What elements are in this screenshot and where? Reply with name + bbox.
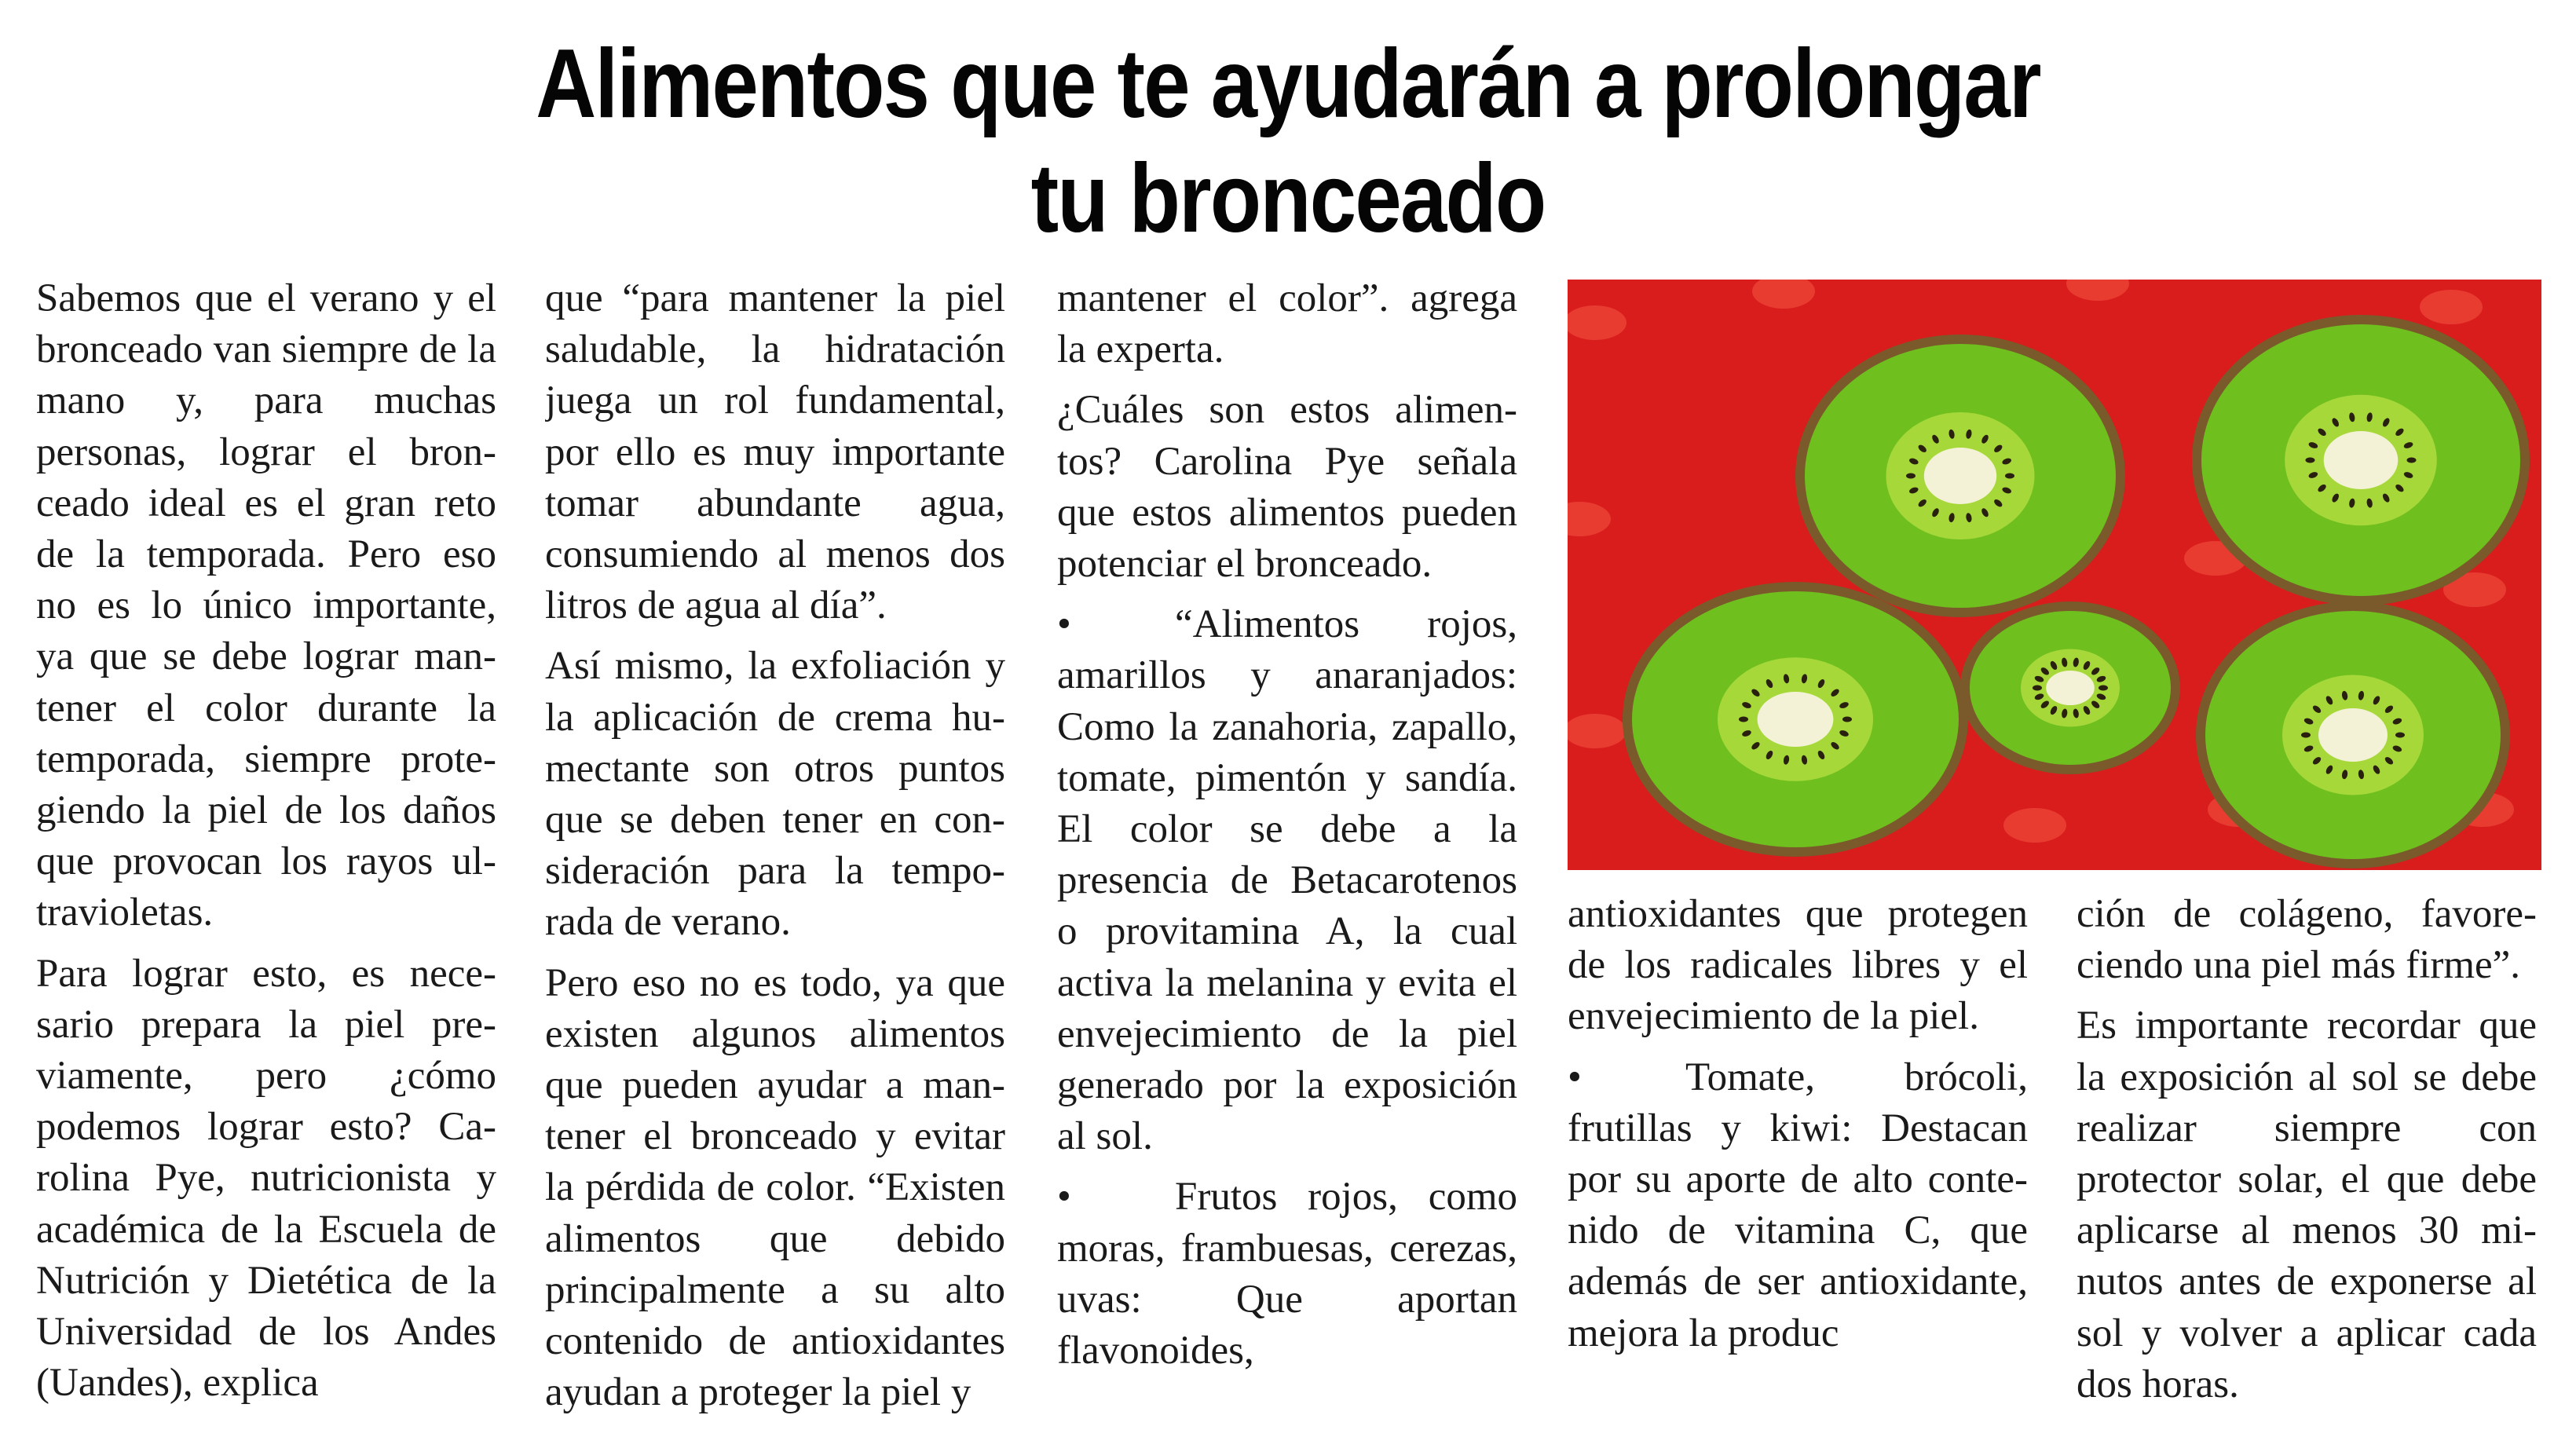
kiwi-core bbox=[2318, 708, 2388, 762]
kiwi-strawberry-photo bbox=[1568, 280, 2541, 870]
kiwi-seed bbox=[2033, 686, 2042, 691]
kiwi-seed bbox=[1739, 717, 1748, 722]
kiwi-seed bbox=[2306, 458, 2315, 463]
kiwi-seed bbox=[2395, 733, 2405, 738]
kiwi-core bbox=[2046, 671, 2095, 705]
kiwi-strawberry-illustration bbox=[1568, 280, 2541, 870]
paragraph: que “para mantener la piel saludable, la hidratación juega un rol fundamental, por ello es muy importante tomar abundante agua, consumiendo al menos dos litros de agua al día”. bbox=[545, 276, 1005, 628]
kiwi-seed bbox=[1842, 717, 1852, 722]
strawberry-highlight bbox=[2003, 808, 2066, 843]
paragraph: Pero eso no es todo, ya que existen algunos alimentos que pueden ayudar a mantener el bronceado y evitar la pérdida de color. “Existen alimentos que debido principalmente a su alto contenido de antioxidantes ayudan a proteger la piel y bbox=[545, 960, 1005, 1415]
kiwi-core bbox=[1924, 448, 1996, 504]
bullet-text: “Alimentos rojos, amarillos y anaranjados: Como la zanahoria, zapallo, tomate, pimentón y sandía. El color se debe a la presencia de Betacarotenos o provitamina A, la cual activa la melanina y evita el envejecimiento de la piel generado por la exposición al sol. bbox=[1057, 602, 1517, 1159]
kiwi-seed bbox=[1906, 474, 1916, 479]
kiwi-seed bbox=[2407, 458, 2417, 463]
paragraph: Así mismo, la exfoliación y la aplicación de crema humectante son otros puntos que se deben tener en consideración para la temporada de verano. bbox=[545, 644, 1005, 945]
kiwi-seed bbox=[2098, 686, 2108, 691]
paragraph: Sabemos que el verano y el bronceado van siempre de la mano y, para muchas personas, lograr el bronceado ideal es el gran reto de la temporada. Pero eso no es lo único importante, ya que se debe lograr mantener el color durante la temporada, siempre protegiendo la piel de los daños que provocan los rayos ultravioletas. bbox=[36, 276, 496, 935]
bullet-paragraph bbox=[1057, 1172, 1517, 1377]
headline-line-2: tu bronceado bbox=[1030, 144, 1546, 253]
bullet-icon: • bbox=[1568, 1055, 1582, 1099]
paragraph: Para lograr esto, es necesario prepara la piel previamente, pero ¿cómo podemos lograr esto? Carolina Pye, nutricionista y académica de la Escuela de Nutrición y Dietética de la Universidad de los Andes (Uandes), explica bbox=[36, 951, 496, 1406]
paragraph: antioxidantes que protegen de los radicales libres y el envejecimiento de la piel. bbox=[1568, 892, 2028, 1039]
bullet-text: Frutos rojos, como moras, frambuesas, cerezas, uvas: Que aportan flavonoides, bbox=[1057, 1175, 1517, 1373]
article-column-3 bbox=[1057, 273, 1517, 1420]
bullet-text: Tomate, brócoli, frutillas y kiwi: Destacan por su aporte de alto contenido de vitamina C, que además de ser antioxidante, mejora la produc bbox=[1568, 1055, 2028, 1355]
bullet-paragraph bbox=[1057, 599, 1517, 1162]
paragraph: ción de colágeno, favoreciendo una piel más firme”. bbox=[2077, 892, 2537, 988]
kiwi-seed bbox=[2301, 733, 2311, 738]
headline-line-1: Alimentos que te ayudarán a prolongar bbox=[536, 30, 2040, 138]
kiwi-seed bbox=[2005, 474, 2014, 479]
paragraph: ¿Cuáles son estos alimentos? Carolina Pye señala que estos alimentos pueden potenciar el bronceado. bbox=[1057, 388, 1517, 587]
kiwi-core bbox=[2324, 431, 2399, 489]
kiwi-core bbox=[1758, 692, 1834, 747]
strawberry-highlight bbox=[2420, 290, 2483, 324]
headline bbox=[181, 27, 2396, 256]
article-column-1 bbox=[36, 273, 496, 1420]
paragraph: mantener el color”. agrega la experta. bbox=[1057, 276, 1517, 372]
bullet-icon: • bbox=[1057, 602, 1071, 647]
paragraph: Es importante recordar que la exposición al sol se debe realizar siempre con protector solar, el que debe aplicarse al menos 30 minutos antes de exponerse al sol y volver a aplicar cada dos horas. bbox=[2077, 1004, 2537, 1406]
article-column-2 bbox=[545, 273, 1005, 1420]
article-column-4 bbox=[1568, 889, 2028, 1420]
bullet-paragraph bbox=[1568, 1052, 2028, 1359]
bullet-icon: • bbox=[1057, 1175, 1071, 1219]
article-column-5 bbox=[2077, 889, 2537, 1420]
